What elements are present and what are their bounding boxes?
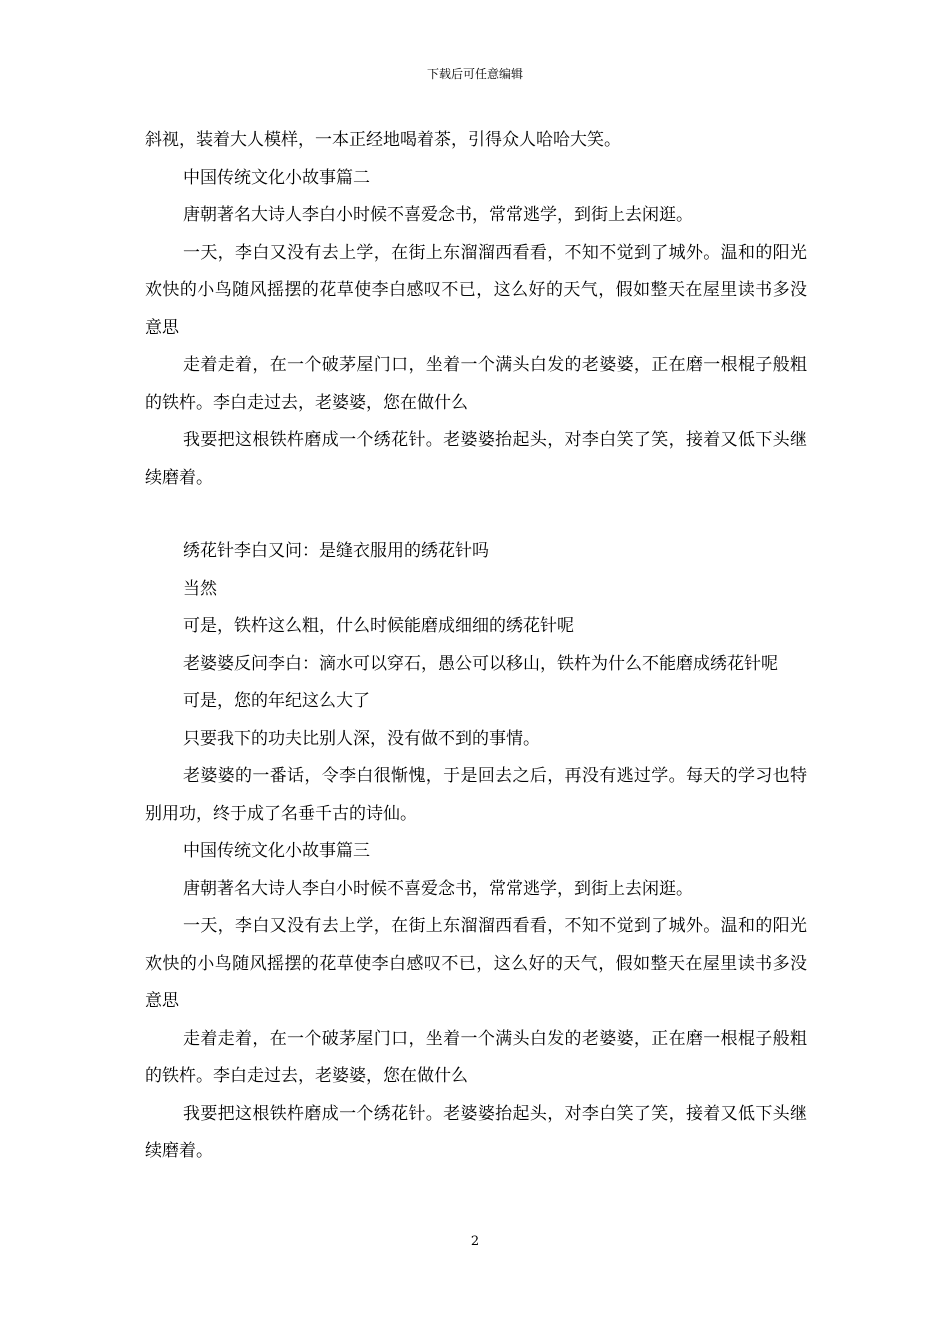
paragraph: 可是，您的年纪这么大了	[183, 691, 370, 711]
paragraph: 当然	[183, 578, 217, 599]
paragraph: 唐朝著名大诗人李白小时候不喜爱念书，常常逃学，到街上去闲逛。	[183, 878, 693, 899]
paragraph: 老婆婆的一番话，令李白很惭愧，于是回去之后，再没有逃过学。每天的学习也特别用功，终于成了名垂千古的诗仙。	[145, 766, 807, 824]
paragraph: 唐朝著名大诗人李白小时候不喜爱念书，常常逃学，到街上去闲逛。	[183, 205, 693, 225]
paragraph: 我要把这根铁杵磨成一个绣花针。老婆婆抬起头，对李白笑了笑，接着又低下头继续磨着。	[145, 1103, 807, 1161]
paragraph: 一天，李白又没有去上学，在街上东溜溜西看看，不知不觉到了城外。温和的阳光欢快的小鸟随风摇摆的花草使李白感叹不已，这么好的天气，假如整天在屋里读书多没意思	[145, 916, 807, 1011]
paragraph: 走着走着，在一个破茅屋门口，坐着一个满头白发的老婆婆，正在磨一根棍子般粗的铁杵。李白走过去，老婆婆，您在做什么	[145, 1028, 807, 1086]
paragraph: 老婆婆反问李白：滴水可以穿石，愚公可以移山，铁杵为什么不能磨成绣花针呢	[183, 653, 778, 674]
paragraph: 一天，李白又没有去上学，在街上东溜溜西看看，不知不觉到了城外。温和的阳光欢快的小鸟随风摇摆的花草使李白感叹不已，这么好的天气，假如整天在屋里读书多没意思	[145, 242, 807, 338]
paragraph-continuation: 斜视，装着大人模样，一本正经地喝着茶，引得众人哈哈大笑。	[145, 130, 621, 150]
paragraph: 可是，铁杵这么粗，什么时候能磨成细细的绣花针呢	[183, 616, 574, 636]
section-heading: 中国传统文化小故事篇三	[183, 841, 370, 861]
page-number: 2	[470, 1234, 480, 1249]
document-body	[145, 122, 807, 1171]
paragraph: 走着走着，在一个破茅屋门口，坐着一个满头白发的老婆婆，正在磨一根棍子般粗的铁杵。李白走过去，老婆婆，您在做什么	[145, 355, 807, 413]
paragraph: 只要我下的功夫比别人深，没有做不到的事情。	[183, 728, 540, 749]
paragraph: 绣花针李白又问：是缝衣服用的绣花针吗	[183, 541, 489, 561]
page-header: 下载后可任意编辑	[426, 67, 523, 81]
section-heading: 中国传统文化小故事篇二	[183, 167, 370, 188]
paragraph: 我要把这根铁杵磨成一个绣花针。老婆婆抬起头，对李白笑了笑，接着又低下头继续磨着。	[145, 430, 807, 488]
